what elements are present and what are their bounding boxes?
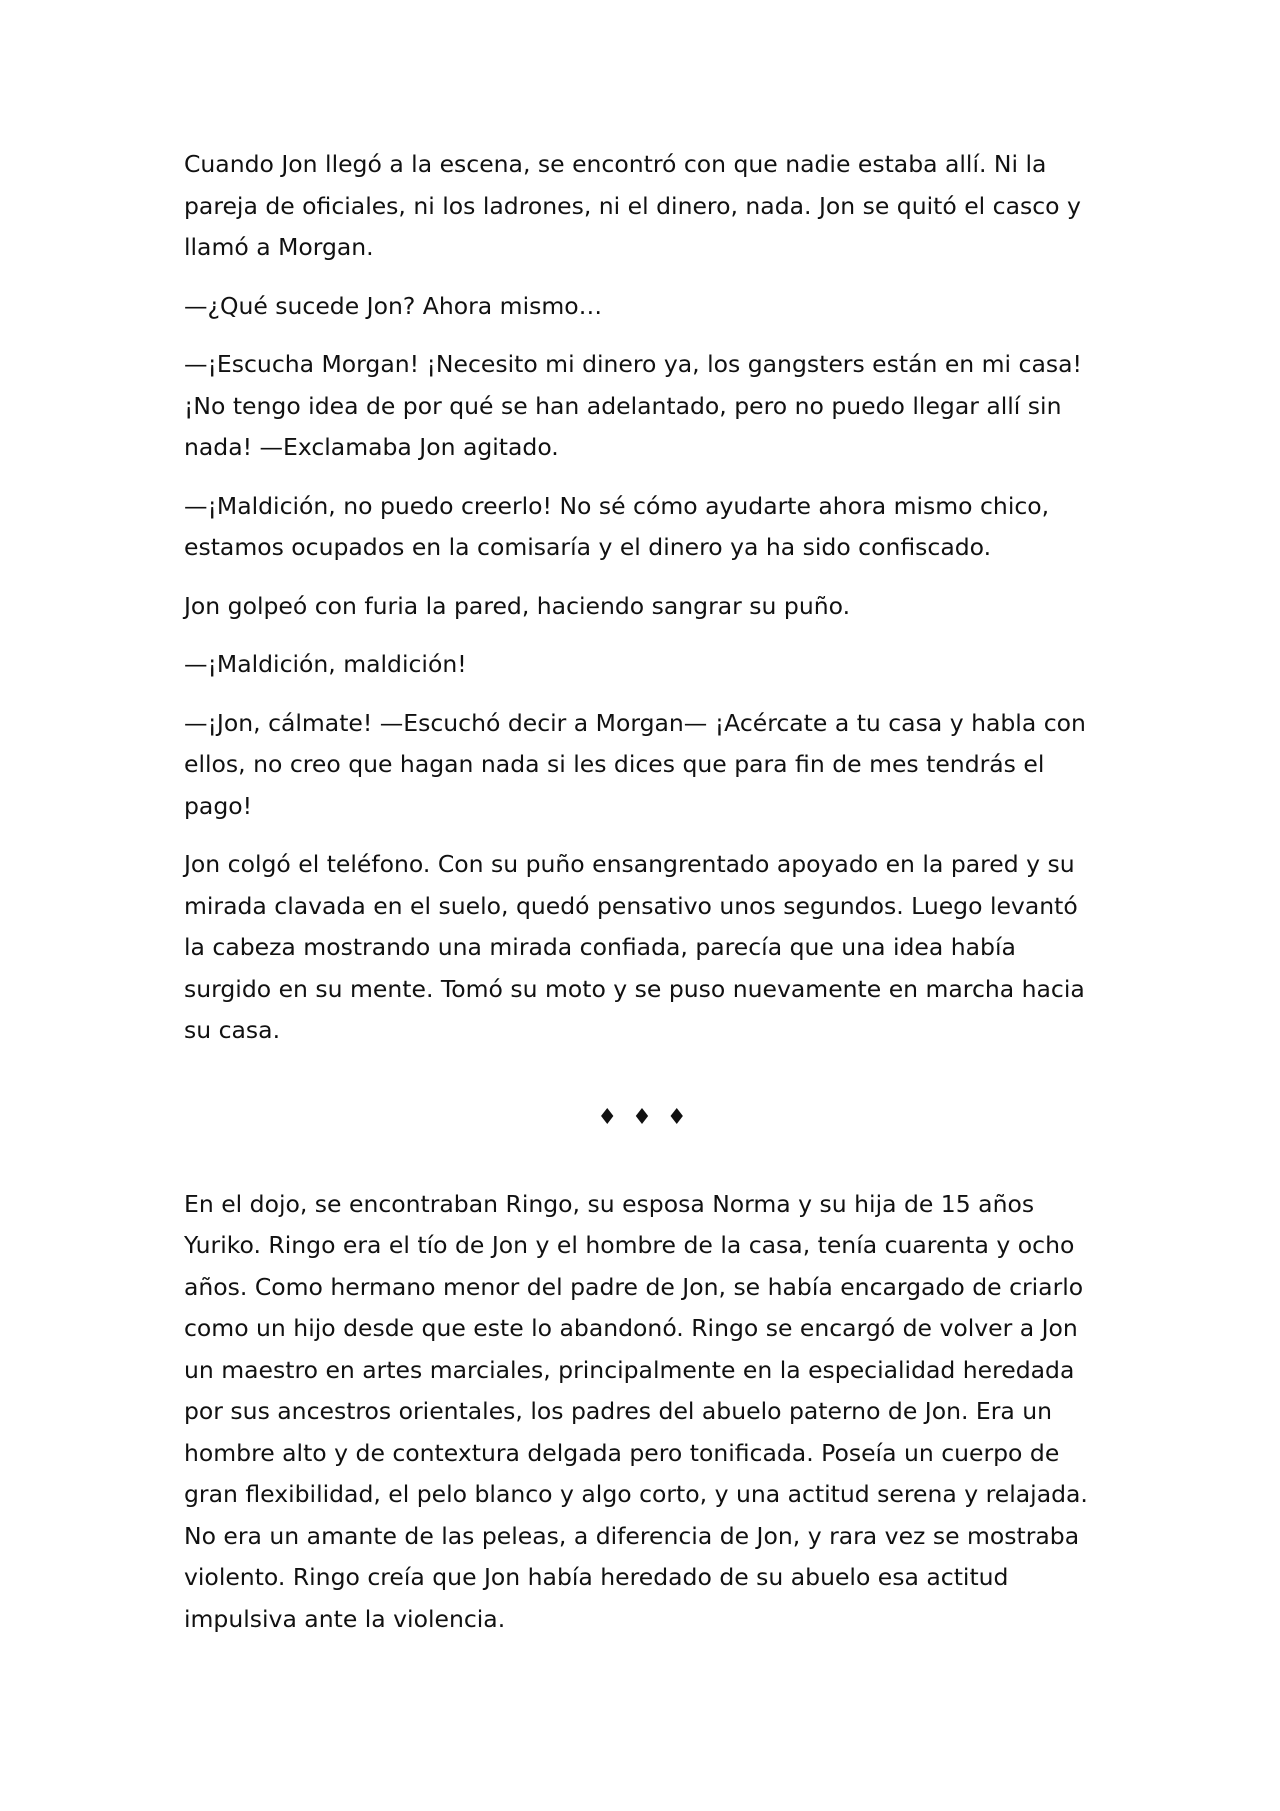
dialogue-line: —¿Qué sucede Jon? Ahora mismo… bbox=[184, 291, 603, 320]
section-one bbox=[184, 144, 1104, 1052]
dialogue-line: —¡Jon, cálmate! —Escuchó decir a Morgan— ¡Acércate a tu casa y habla con ellos, no creo que hagan nada si les dices que para fin de mes tendrás el pago! bbox=[184, 708, 1086, 820]
section-two bbox=[184, 1184, 1104, 1641]
document-page bbox=[184, 144, 1104, 1657]
paragraph: Jon golpeó con furia la pared, haciendo sangrar su puño. bbox=[184, 591, 851, 620]
paragraph: En el dojo, se encontraban Ringo, su esposa Norma y su hija de 15 años Yuriko. Ringo era el tío de Jon y el hombre de la casa, tenía cuarenta y ocho años. Como hermano menor del padre de Jon, se había encargado de criarlo como un hijo desde que este lo abandonó. Ringo se encargó de volver a Jon un maestro en artes marciales, principalmente en la especialidad heredada por sus ancestros orientales, los padres del abuelo paterno de Jon. Era un hombre alto y de contextura delgada pero tonificada. Poseía un cuerpo de gran flexibilidad, el pelo blanco y algo corto, y una actitud serena y relajada. No era un amante de las peleas, a diferencia de Jon, y rara vez se mostraba violento. Ringo creía que Jon había heredado de su abuelo esa actitud impulsiva ante la violencia. bbox=[184, 1189, 1088, 1633]
scene-break-separator: ♦ ♦ ♦ bbox=[597, 1104, 691, 1130]
dialogue-line: —¡Maldición, maldición! bbox=[184, 650, 467, 678]
paragraph: Jon colgó el teléfono. Con su puño ensangrentado apoyado en la pared y su mirada clavada en el suelo, quedó pensativo unos segundos. Luego levantó la cabeza mostrando una mirada confiada, parecía que una idea había surgido en su mente. Tomó su moto y se puso nuevamente en marcha hacia su casa. bbox=[184, 850, 1085, 1044]
dialogue-line: —¡Escucha Morgan! ¡Necesito mi dinero ya, los gangsters están en mi casa! ¡No tengo idea de por qué se han adelantado, pero no puedo llegar allí sin nada! —Exclamaba Jon agitado. bbox=[184, 350, 1082, 461]
paragraph: Cuando Jon llegó a la escena, se encontró con que nadie estaba allí. Ni la pareja de oficiales, ni los ladrones, ni el dinero, nada. Jon se quitó el casco y llamó a Morgan. bbox=[184, 150, 1081, 261]
dialogue-line: —¡Maldición, no puedo creerlo! No sé cómo ayudarte ahora mismo chico, estamos ocupados en la comisaría y el dinero ya ha sido confiscado. bbox=[184, 491, 1050, 561]
